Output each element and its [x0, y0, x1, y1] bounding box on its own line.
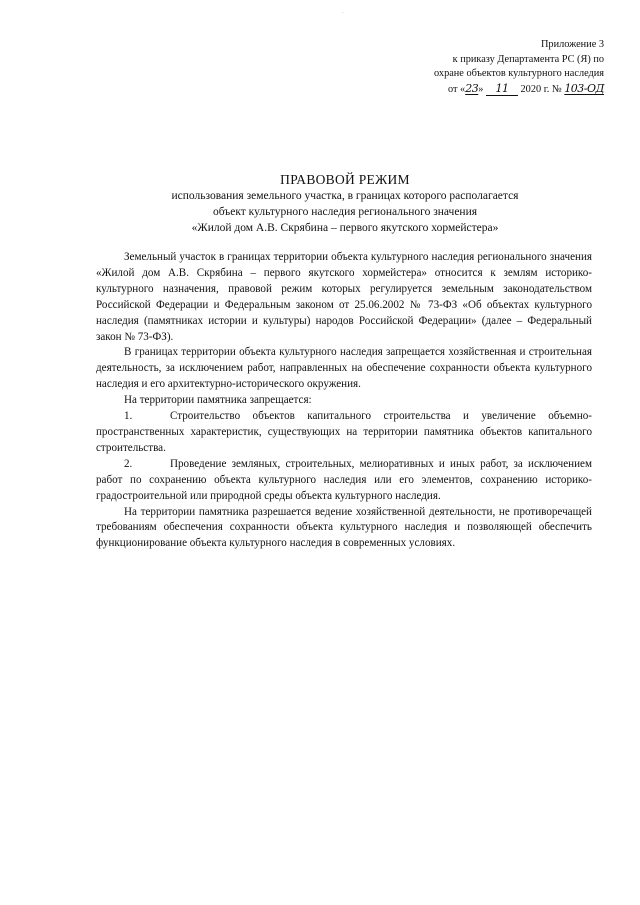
- document-title-block: [80, 171, 610, 236]
- list-item-text: Проведение земляных, строительных, мелиоративных и иных работ, за исключением работ по сохранению объекта культурного наследия или его элементов, сохранению историко-градостроительной или природной среды объекта культурного наследия.: [96, 457, 592, 502]
- date-month-field: [486, 83, 518, 96]
- document-heading: ПРАВОВОЙ РЕЖИМ: [280, 172, 410, 187]
- paragraph-prohibited-intro: На территории памятника запрещается:: [124, 394, 312, 407]
- appendix-order-line: к приказу Департамента РС (Я) по: [452, 53, 604, 65]
- order-number-handwritten: 103-ОД: [564, 81, 604, 95]
- paragraph-permitted-activity: На территории памятника разрешается ведение хозяйственной деятельности, не противоречащей требованиям обеспечения сохранности объекта культурного наследия и позволяющей обеспечить функционирование объекта культурного наследия в современных условиях.: [96, 505, 592, 550]
- document-body: [96, 250, 592, 552]
- document-subtitle-1: использования земельного участка, в границах которого располагается: [171, 190, 519, 202]
- appendix-department-line: охране объектов культурного наследия: [434, 68, 604, 79]
- paragraph-prohibition-general: В границах территории объекта культурного наследия запрещается хозяйственная и строительная деятельность, за исключением работ, направленных на обеспечение сохранности объекта культурного наследия и его архитектурно-исторического окружения.: [96, 346, 592, 391]
- list-item-number: 2.: [124, 457, 133, 470]
- appendix-title: Приложение 3: [541, 39, 604, 50]
- appendix-date-line: [344, 82, 604, 98]
- date-month-handwritten: 11: [495, 81, 509, 95]
- list-item: [96, 409, 592, 457]
- document-subtitle-2: объект культурного наследия регионального значения: [212, 206, 478, 218]
- scan-mark: .: [342, 9, 344, 15]
- date-prefix: от «: [447, 83, 466, 95]
- list-item-number: 1.: [124, 410, 133, 423]
- appendix-header: [344, 38, 604, 97]
- date-year-text: 2020 г. №: [520, 83, 562, 95]
- paragraph-land-status: Земельный участок в границах территории объекта культурного наследия регионального значения «Жилой дом А.В. Скрябина – первого якутского хормейстера» относится к землям историко-культурного назначения, правовой режим которых регулируется земельным законодательством Российской Федерации и Федеральным законом от 25.06.2002 № 73-ФЗ «Об объектах культурного наследия (памятниках истории и культуры) народов Российской Федерации» (далее – Федеральный закон № 73-ФЗ).: [96, 251, 592, 343]
- list-item-text: Строительство объектов капитального строительства и увеличение объемно-пространственных характеристик, существующих на территории памятника объектов капитального строительства.: [96, 410, 592, 454]
- list-item: [96, 457, 592, 505]
- date-day-handwritten: 23: [465, 81, 479, 95]
- date-day-close: »: [478, 83, 484, 95]
- document-subtitle-3: «Жилой дом А.В. Скрябина – первого якутского хормейстера»: [191, 222, 499, 234]
